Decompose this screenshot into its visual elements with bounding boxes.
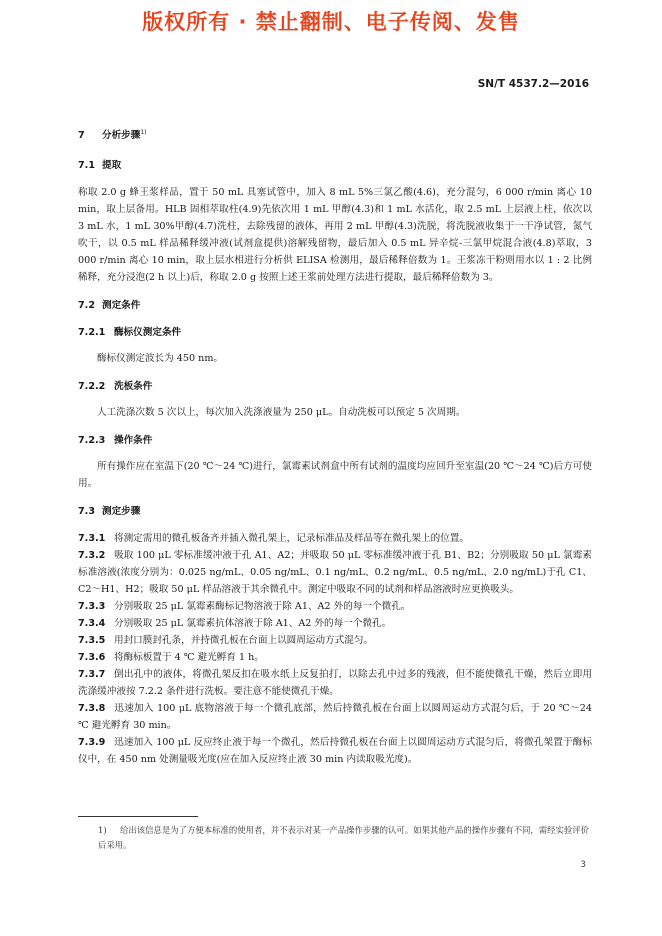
section-7-2-2-heading — [78, 378, 592, 395]
section-number: 7 — [78, 130, 85, 142]
section-title: 提取 — [102, 160, 122, 172]
section-number: 7.2 — [78, 300, 95, 312]
section-number: 7.1 — [78, 160, 95, 172]
section-number: 7.2.2 — [78, 381, 106, 393]
section-7-3-heading — [78, 503, 592, 520]
section-title: 测定步骤 — [102, 506, 141, 518]
section-title: 操作条件 — [114, 435, 153, 447]
footnote-divider — [78, 816, 198, 817]
section-number: 7.2.1 — [78, 327, 106, 339]
step-text: 吸取 100 μL 零标准缓冲液于孔 A1、A2；并吸取 50 μL 零标准缓冲液于孔 B1、B2；分别吸取 50 μL 氯霉素标准溶液(浓度分别为：0.025 ng/mL、0.05 ng/mL、0.1 ng/mL、0.2 ng/mL、0.5 ng/mL、2.0 ng/mL)于孔 C1、C2～H1、H2；吸取 50 μL 样品溶液于其余微孔中。测定中吸取不同的试剂和样品溶液时应更换吸头。 — [78, 550, 592, 596]
section-title: 测定条件 — [102, 300, 141, 312]
page-number: 3 — [580, 860, 586, 870]
operating-condition-text: 所有操作应在室温下(20 ℃～24 ℃)进行，氯霉素试剂盒中所有试剂的温度均应回升至室温(20 ℃～24 ℃)后方可使用。 — [78, 461, 592, 490]
footnote-text: 给出该信息是为了方便本标准的使用者，并不表示对某一产品操作步骤的认可。如果其他产品的操作步骤有不同，需经实验评价后采用。 — [98, 825, 589, 850]
standard-number: SN/T 4537.2—2016 — [477, 78, 589, 90]
step-text: 分别吸取 25 μL 氯霉素酶标记物溶液于除 A1、A2 外的每一个微孔。 — [114, 601, 411, 613]
step-text: 迅速加入 100 μL 底物溶液于每一个微孔底部，然后持微孔板在台面上以圆周运动方式混匀后，于 20 ℃～24 ℃ 避光孵育 30 min。 — [78, 703, 592, 732]
extraction-paragraph: 称取 2.0 g 蜂王浆样品，置于 50 mL 具塞试管中，加入 8 mL 5%三氯乙酸(4.6)，充分混匀，6 000 r/min 离心 10 min，取上层备用。HLB 固相萃取柱(4.9)先依次用 1 mL 甲醇(4.3)和 1 mL 水活化，取 2.5 mL 上层液上柱，依次以 3 mL 水，1 mL 30%甲醇(4.7)洗柱，去除残留的液体，再用 2 mL 甲醇(4.3)洗脱，将洗脱液收集于一干净试管，氮气吹干，以 0.5 mL 样品稀释缓冲液(试剂盒提供)溶解残留物，最后加入 0.5 mL 异辛烷-三氯甲烷混合液(4.8)萃取，3 000 r/min 离心 10 min，取上层水相进行分析供 ELISA 检测用，最后稀释倍数为 1。王浆冻干粉则用水以 1 : 2 比例稀释，充分浸泡(2 h 以上)后，称取 2.0 g 按照上述王浆前处理方法进行提取，最后稀释倍数为 3。 — [78, 187, 592, 284]
step-number: 7.3.8 — [78, 703, 106, 715]
section-7-1-heading — [78, 157, 592, 174]
footnote — [98, 823, 590, 853]
section-number: 7.2.3 — [78, 435, 106, 447]
step-number: 7.3.7 — [78, 669, 106, 681]
step-text: 迅速加入 100 μL 反应终止液于每一个微孔，然后持微孔板在台面上以圆周运动方式混匀后，将微孔架置于酶标仪中，在 450 nm 处测量吸光度(应在加入反应终止液 30 min 内读取吸光度)。 — [78, 737, 592, 766]
footnote-number: 1) — [98, 825, 107, 835]
step-item — [78, 632, 592, 649]
step-item — [78, 734, 592, 768]
section-title: 洗板条件 — [114, 381, 153, 393]
step-item — [78, 615, 592, 632]
section-7-2-1-heading — [78, 324, 592, 341]
step-text: 将测定需用的微孔板备齐并插入微孔架上，记录标准品及样品等在微孔架上的位置。 — [114, 533, 469, 545]
copyright-watermark: 版权所有 · 禁止翻制、电子传阅、发售 — [142, 10, 520, 34]
section-7-2-3-heading — [78, 432, 592, 449]
step-number: 7.3.2 — [78, 550, 106, 562]
step-item — [78, 547, 592, 598]
section-7-heading — [78, 124, 592, 144]
footnote-ref: 1) — [140, 129, 147, 136]
step-item — [78, 530, 592, 547]
main-content — [78, 124, 592, 768]
step-number: 7.3.1 — [78, 533, 106, 545]
step-number: 7.3.5 — [78, 635, 106, 647]
step-text: 用封口膜封孔条，并持微孔板在台面上以圆周运动方式混匀。 — [114, 635, 374, 647]
step-number: 7.3.3 — [78, 601, 106, 613]
step-number: 7.3.6 — [78, 652, 106, 664]
section-7-2-heading — [78, 297, 592, 314]
step-item — [78, 700, 592, 734]
step-text: 将酶标板置于 4 ℃ 避光孵育 1 h。 — [114, 652, 264, 664]
step-item — [78, 649, 592, 666]
section-title: 酶标仪测定条件 — [114, 327, 182, 339]
step-item — [78, 598, 592, 615]
section-number: 7.3 — [78, 506, 95, 518]
reader-condition-text: 酶标仪测定波长为 450 nm。 — [97, 353, 224, 365]
step-text: 倒出孔中的液体，将微孔架反扣在吸水纸上反复拍打，以除去孔中过多的残液，但不能使微孔干燥，然后立即用洗涤缓冲液按 7.2.2 条件进行洗板。要注意不能使微孔干燥。 — [78, 669, 592, 698]
step-text: 分别吸取 25 μL 氯霉素抗体溶液于除 A1、A2 外的每一个微孔。 — [114, 618, 392, 630]
washing-condition-text: 人工洗涤次数 5 次以上，每次加入洗涤液量为 250 μL。自动洗板可以预定 5 次周期。 — [97, 407, 466, 419]
step-item — [78, 666, 592, 700]
step-number: 7.3.4 — [78, 618, 106, 630]
step-number: 7.3.9 — [78, 737, 106, 749]
section-title: 分析步骤 — [102, 130, 141, 142]
